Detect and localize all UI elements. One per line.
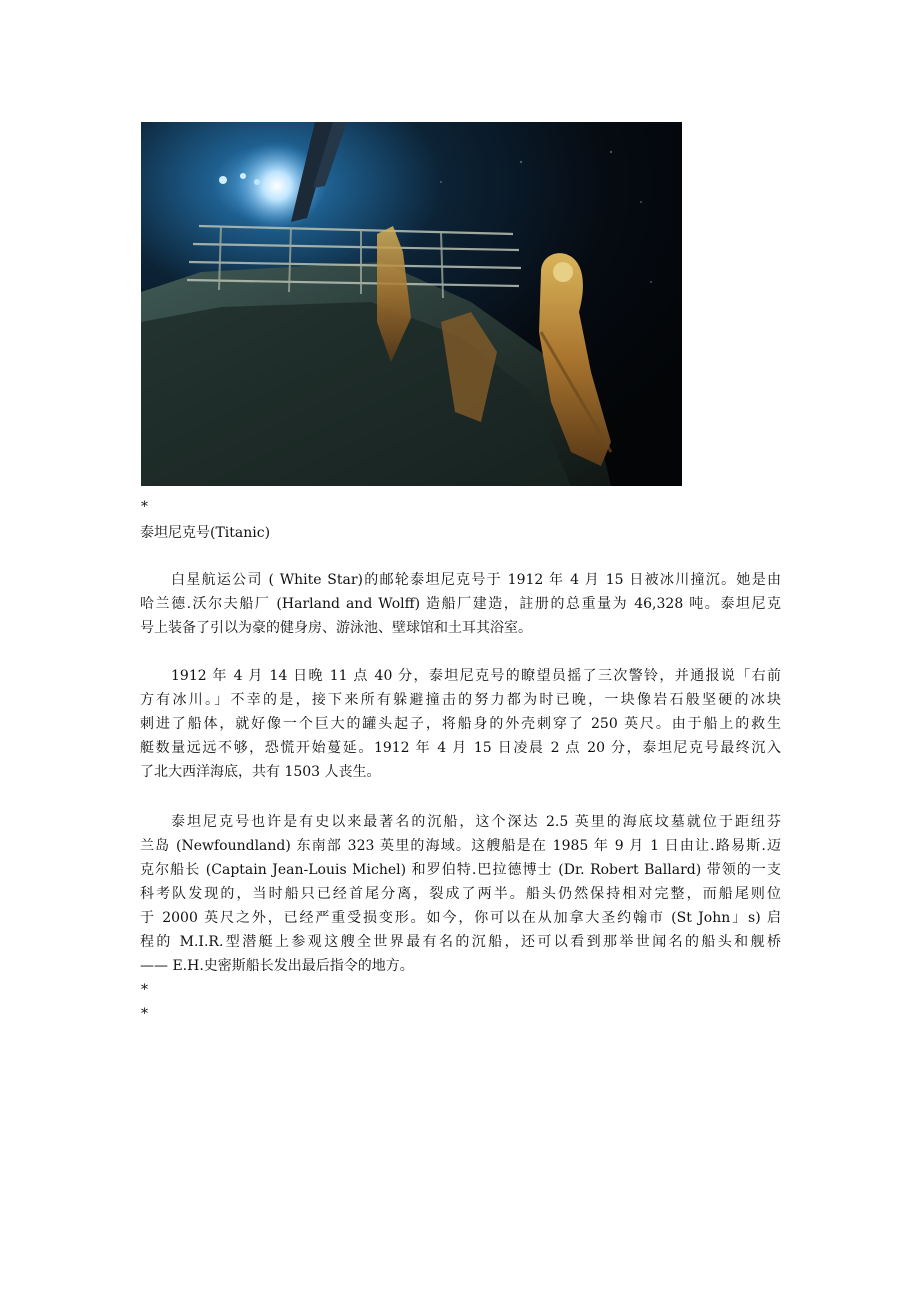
paragraph-line: 号上装备了引以为豪的健身房、游泳池、壁球馆和土耳其浴室。: [140, 620, 532, 636]
asterisk-marker: *: [141, 499, 148, 515]
paragraph-line: 刺进了船体，就好像一个巨大的罐头起子，将船身的外壳刺穿了 250 英尺。由于船上的救生: [140, 716, 781, 732]
asterisk-marker: *: [141, 1006, 148, 1022]
paragraph-line: 白星航运公司 ( White Star)的邮轮泰坦尼克号于 1912 年 4 月 15 日被冰川撞沉。她是由: [171, 572, 781, 588]
paragraph-line: 兰岛 (Newfoundland) 东南部 323 英里的海域。这艘船是在 1985 年 9 月 1 日由让.路易斯.迈: [140, 838, 781, 854]
asterisk-marker: *: [141, 982, 148, 998]
paragraph-3: [140, 810, 781, 978]
paragraph-2: [140, 664, 781, 784]
paragraph-1: [140, 568, 781, 640]
paragraph-line: 程的 M.I.R.型潜艇上参观这艘全世界最有名的沉船，还可以看到那举世闻名的船头和舰桥: [140, 934, 781, 950]
paragraph-line: 1912 年 4 月 14 日晚 11 点 40 分，泰坦尼克号的瞭望员摇了三次警铃，并通报说「右前: [171, 668, 781, 684]
paragraph-line: 克尔船长 (Captain Jean-Louis Michel) 和罗伯特.巴拉德博士 (Dr. Robert Ballard) 带领的一支: [140, 862, 781, 878]
paragraph-line: 于 2000 英尺之外，已经严重受损变形。如今，你可以在从加拿大圣约翰市 (St John」s) 启: [140, 910, 781, 926]
paragraph-line: —— E.H.史密斯船长发出最后指令的地方。: [140, 958, 414, 974]
paragraph-line: 泰坦尼克号也许是有史以来最著名的沉船，这个深达 2.5 英里的海底坟墓就位于距纽芬: [171, 814, 781, 830]
photo-caption: 泰坦尼克号(Titanic): [140, 525, 271, 541]
paragraph-line: 方有冰川。」不幸的是，接下来所有躲避撞击的努力都为时已晚，一块像岩石般坚硬的冰块: [140, 692, 781, 708]
paragraph-line: 哈兰德.沃尔夫船厂 (Harland and Wolff) 造船厂建造，註册的总重量为 46,328 吨。泰坦尼克: [140, 596, 781, 612]
paragraph-line: 了北大西洋海底，共有 1503 人丧生。: [140, 764, 381, 780]
paragraph-line: 科考队发现的，当时船只已经首尾分离，裂成了两半。船头仍然保持相对完整，而船尾则位: [140, 886, 781, 902]
paragraph-line: 艇数量远远不够，恐慌开始蔓延。1912 年 4 月 15 日凌晨 2 点 20 分，泰坦尼克号最终沉入: [140, 740, 781, 756]
titanic-wreck-photo: [141, 122, 682, 486]
